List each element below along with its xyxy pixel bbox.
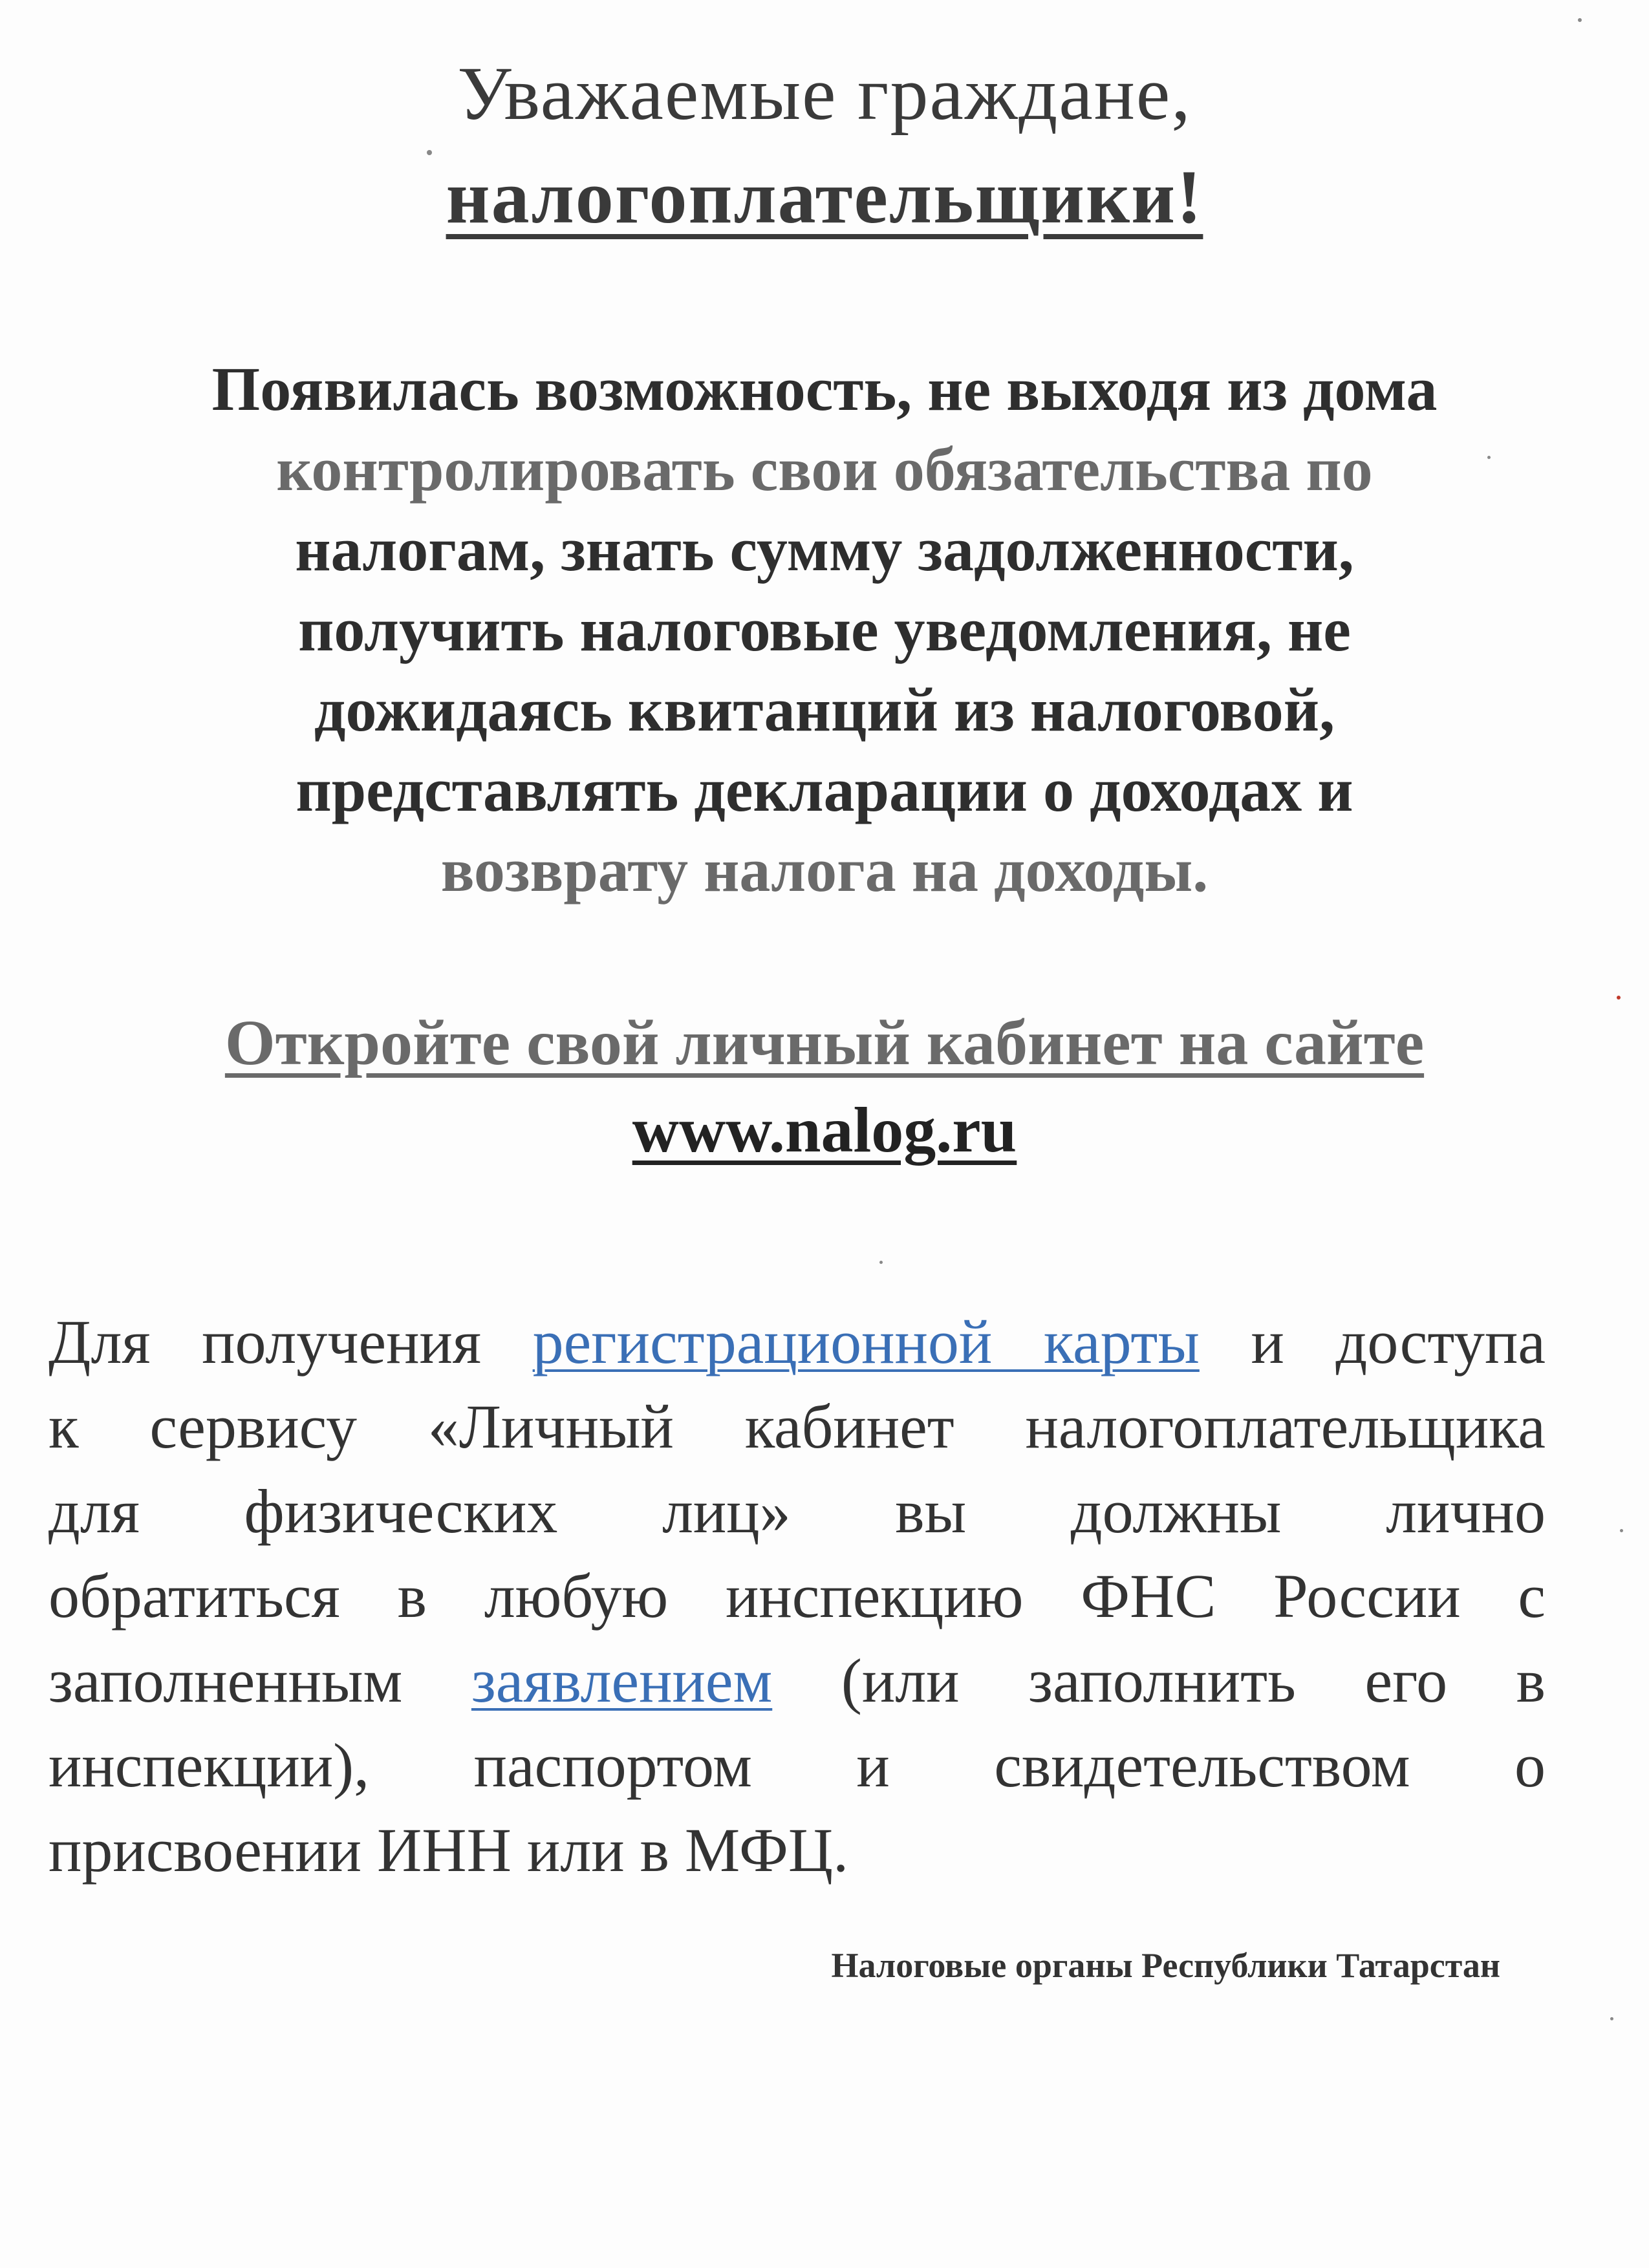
body-text-fragment: и доступа [1199, 1307, 1546, 1376]
website-link[interactable]: www.nalog.ru [632, 1094, 1017, 1166]
body-text-fragment: заполненным [48, 1646, 471, 1715]
body-line: инспекции), паспортом и свидетельством о [48, 1731, 1546, 1800]
cta-line [78, 1086, 1571, 1173]
body-text-fragment: Для получения [48, 1307, 533, 1376]
body-text-fragment: (или заполнить его в [772, 1646, 1546, 1715]
signature: Налоговые органы Республики Татарстан [831, 1946, 1500, 1985]
intro-line: возврату налога на доходы. [440, 835, 1209, 904]
application-link[interactable]: заявлением [471, 1646, 773, 1715]
intro-line: представлять декларации о доходах и [296, 755, 1353, 824]
scan-speck [427, 150, 432, 155]
addressee-heading [129, 149, 1520, 246]
instructions-paragraph [48, 1300, 1546, 1892]
scan-speck [1617, 996, 1621, 1000]
body-line [48, 1300, 1546, 1384]
scan-speck [1487, 456, 1491, 459]
body-line: присвоении ИНН или в МФЦ. [48, 1815, 849, 1885]
intro-line: контролировать свои обязательства по [276, 434, 1373, 504]
intro-line: дожидаясь квитанций из налоговой, [314, 675, 1335, 744]
registration-card-link[interactable]: регистрационной карты [532, 1307, 1200, 1376]
intro-line: налогам, знать сумму задолженности, [295, 515, 1354, 584]
scan-speck [1620, 1529, 1623, 1532]
intro-paragraph [78, 349, 1571, 910]
cta-text: Откройте свой личный кабинет на сайте [224, 1007, 1425, 1078]
body-line: к сервису «Личный кабинет налогоплательщика [48, 1392, 1546, 1461]
addressee-heading-text: налогоплательщики! [446, 155, 1203, 239]
call-to-action [78, 999, 1571, 1173]
cta-line [78, 999, 1571, 1086]
greeting-heading: Уважаемые граждане, [457, 51, 1192, 136]
body-line [48, 1638, 1546, 1723]
intro-line: получить налоговые уведомления, не [298, 595, 1351, 664]
body-line: для физических лиц» вы должны лично [48, 1477, 1546, 1546]
scan-speck [879, 1261, 883, 1264]
intro-line: Появилась возможность, не выходя из дома [211, 354, 1438, 423]
scan-speck [1610, 2017, 1613, 2020]
scan-speck [1578, 18, 1582, 22]
body-line: обратиться в любую инспекцию ФНС России с [48, 1561, 1546, 1631]
